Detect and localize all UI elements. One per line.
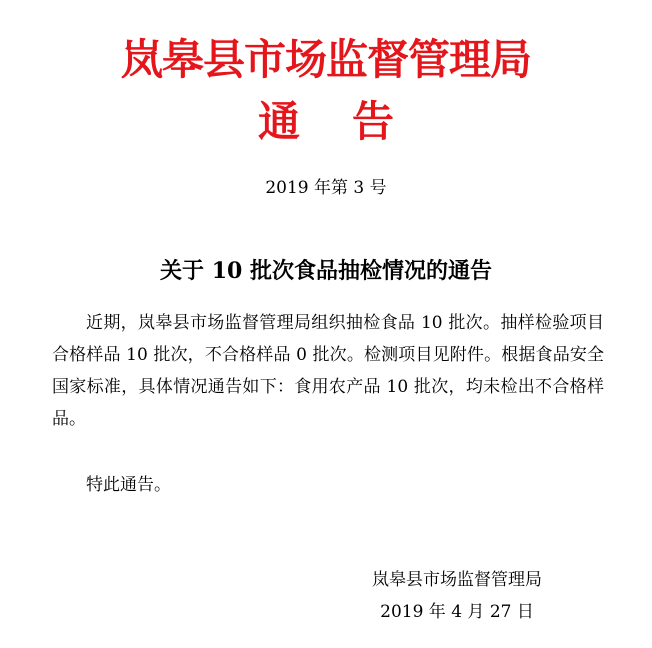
document-title: 关于 10 批次食品抽检情况的通告 [160,258,492,284]
signature-date: 2019 年 4 月 27 日 [380,602,534,622]
signature-agency: 岚皋县市场监督管理局 [372,570,542,590]
closing-statement: 特此通告。 [86,475,171,495]
notice-heading: 通告 [257,97,446,146]
issuing-agency-header: 岚皋县市场监督管理局 [120,35,531,84]
document-number: 2019 年第 3 号 [265,178,387,198]
body-paragraph: 近期，岚皋县市场监督管理局组织抽检食品 10 批次。抽样检验项目合格样品 10 批次，不合格样品 0 批次。检测项目见附件。根据食品安全国家标准，具体情况通告如下：食用农产品 10 批次，均未检出不合格样品。 [52,313,604,429]
